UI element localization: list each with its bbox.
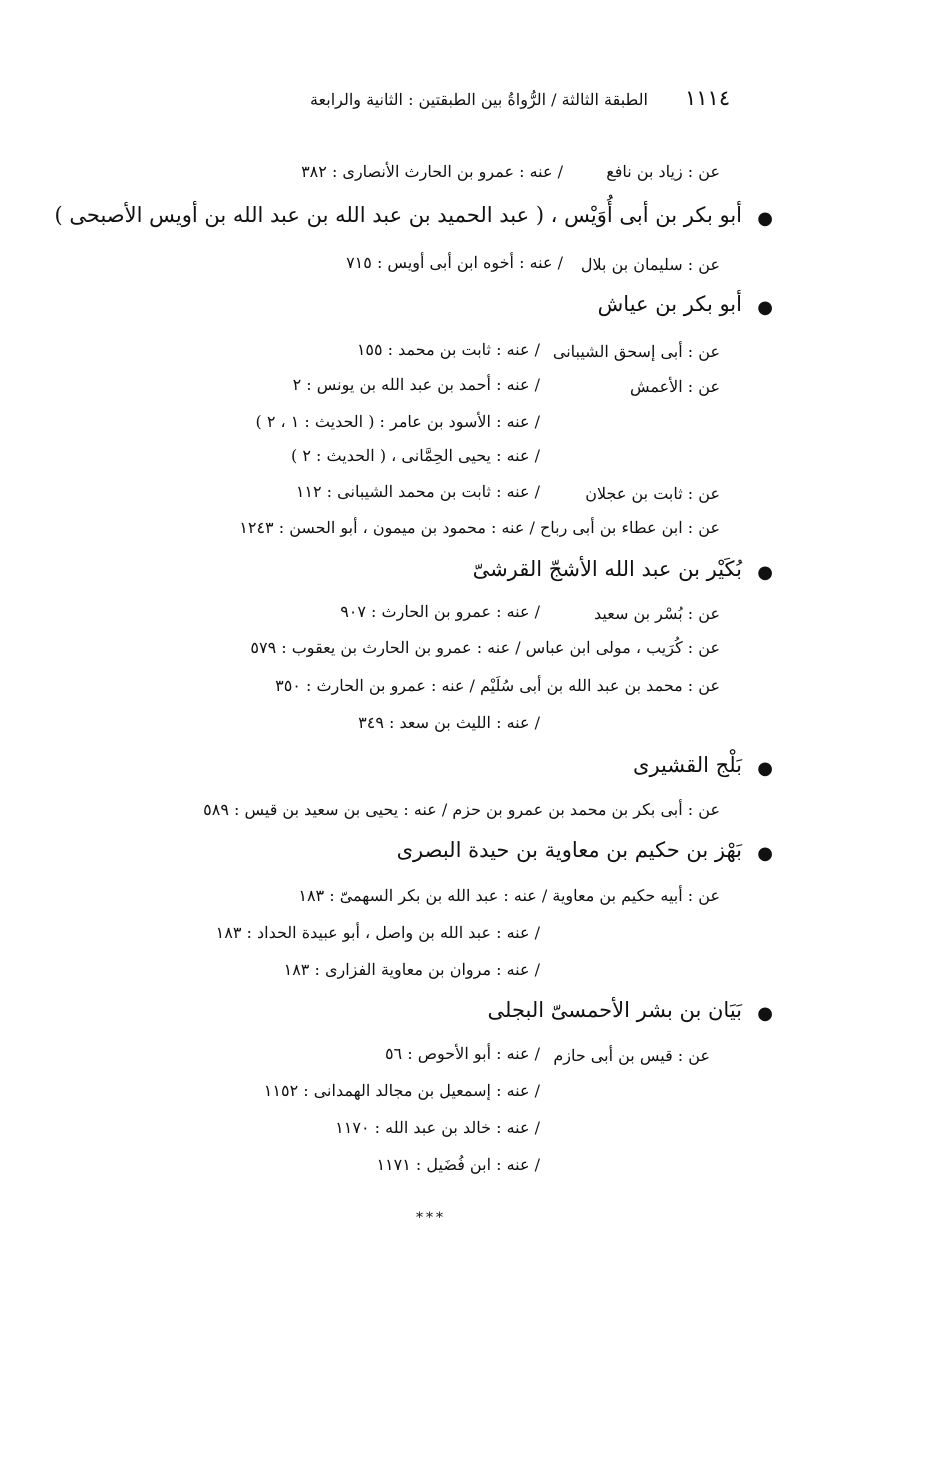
- narrator-line: عن : أبيه حكيم بن معاوية / عنه : عبد الله بن بكر السهمىّ : ١٨٣: [298, 886, 720, 905]
- narrator-from: عن : بُسْر بن سعيد: [594, 604, 720, 623]
- section-end-mark: ***: [416, 1210, 446, 1226]
- narrator-to: / عنه : أخوه ابن أبى أويس : ٧١٥: [346, 253, 563, 272]
- bullet-icon: ●: [757, 208, 773, 229]
- bullet-icon: ●: [757, 1003, 773, 1024]
- bullet-icon: ●: [757, 562, 773, 583]
- narrator-to: / عنه : أبو الأحوص : ٥٦: [384, 1044, 540, 1063]
- narrator-heading: بَهْز بن حكيم بن معاوية بن حيدة البصرى: [396, 838, 742, 862]
- narrator-from: عن : زياد بن نافع: [606, 162, 720, 181]
- narrator-line: عن : أبى بكر بن محمد بن عمرو بن حزم / عنه : يحيى بن سعيد بن قيس : ٥٨٩: [203, 800, 720, 819]
- narrator-to: / عنه : خالد بن عبد الله : ١١٧٠: [335, 1118, 540, 1137]
- narrator-line: عن : محمد بن عبد الله بن أبى سُلَيْم / عنه : عمرو بن الحارث : ٣٥٠: [275, 676, 720, 695]
- narrator-line: عن : ابن عطاء بن أبى رباح / عنه : محمود بن ميمون ، أبو الحسن : ١٢٤٣: [239, 518, 720, 537]
- narrator-to: / عنه : عمرو بن الحارث الأنصارى : ٣٨٢: [301, 162, 563, 181]
- narrator-from: عن : سليمان بن بلال: [580, 255, 720, 274]
- narrator-heading: بَلْج القشيرى: [633, 753, 742, 777]
- narrator-heading: بُكَيْر بن عبد الله الأشجّ القرشىّ: [472, 557, 742, 581]
- narrator-from: عن : الأعمش: [629, 377, 720, 396]
- narrator-to: / عنه : ثابت بن محمد الشيبانى : ١١٢: [295, 482, 540, 501]
- bullet-icon: ●: [757, 758, 773, 779]
- narrator-heading: أبو بكر بن عياش: [597, 292, 742, 316]
- narrator-to: / عنه : أحمد بن عبد الله بن يونس : ٢: [292, 375, 540, 394]
- narrator-heading: بَيَان بن بشر الأحمسىّ البجلى: [487, 998, 742, 1022]
- page-number: ١١١٤: [685, 86, 731, 110]
- narrator-from: عن : قيس بن أبى حازم: [553, 1046, 710, 1065]
- narrator-to: / عنه : الليث بن سعد : ٣٤٩: [358, 713, 540, 732]
- narrator-from: عن : ثابت بن عجلان: [585, 484, 720, 503]
- narrator-from: عن : أبى إسحق الشيبانى: [552, 342, 720, 361]
- bullet-icon: ●: [757, 843, 773, 864]
- running-header: الطبقة الثالثة / الرُّواةُ بين الطبقتين : الثانية والرابعة: [309, 90, 648, 109]
- narrator-heading: أبو بكر بن أبى أُوَيْس ، ( عبد الحميد بن عبد الله بن عبد الله بن أويس الأصبحى ): [54, 203, 742, 227]
- narrator-to: / عنه : مروان بن معاوية الفزارى : ١٨٣: [283, 960, 540, 979]
- narrator-to: / عنه : ثابت بن محمد : ١٥٥: [356, 340, 540, 359]
- narrator-to: / عنه : إسمعيل بن مجالد الهمدانى : ١١٥٢: [263, 1081, 540, 1100]
- narrator-line: عن : كُرَيب ، مولى ابن عباس / عنه : عمرو بن الحارث بن يعقوب : ٥٧٩: [250, 638, 720, 657]
- narrator-to: / عنه : عبد الله بن واصل ، أبو عبيدة الحداد : ١٨٣: [215, 923, 540, 942]
- narrator-to: / عنه : يحيى الحِمَّانى ، ( الحديث : ٢ ): [291, 446, 540, 465]
- narrator-to: / عنه : الأسود بن عامر : ( الحديث : ١ ، ٢ ): [255, 412, 540, 431]
- bullet-icon: ●: [757, 297, 773, 318]
- narrator-to: / عنه : عمرو بن الحارث : ٩٠٧: [340, 602, 540, 621]
- narrator-to: / عنه : ابن فُضَيل : ١١٧١: [376, 1155, 540, 1174]
